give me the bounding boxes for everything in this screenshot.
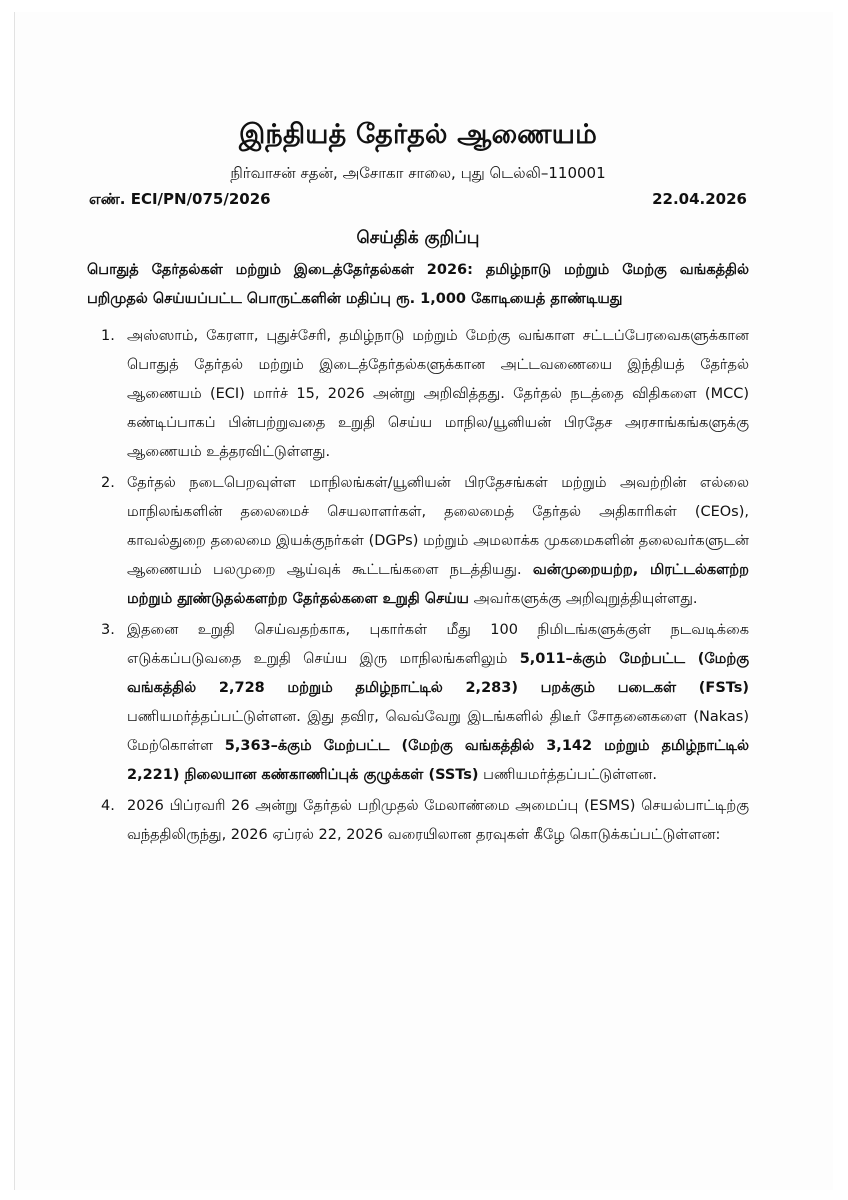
point-number: 3. bbox=[101, 622, 115, 638]
point-text: 2026 பிப்ரவரி 26 அன்று தேர்தல் பறிமுதல் மேலாண்மை அமைப்பு (ESMS) செயல்பாட்டிற்கு வந்ததிலிருந்து, 2026 ஏப்ரல் 22, 2026 வரையிலான தரவுகள் கீழே கொடுக்கப்பட்டுள்ளன: bbox=[127, 798, 749, 843]
reference-line bbox=[87, 188, 749, 210]
point-number: 2. bbox=[101, 475, 115, 491]
list-item bbox=[87, 469, 749, 614]
organization-address: நிர்வாசன் சதன், அசோகா சாலை, புது டெல்லி–110001 bbox=[230, 164, 606, 182]
point-text: பணியமர்த்தப்பட்டுள்ளன. bbox=[478, 767, 657, 783]
press-note-subject: பொதுத் தேர்தல்கள் மற்றும் இடைத்தேர்தல்கள் 2026: தமிழ்நாடு மற்றும் மேற்கு வங்கத்தில் பறிமுதல் செய்யப்பட்ட பொருட்களின் மதிப்பு ரூ. 1,000 கோடியைத் தாண்டியது bbox=[87, 262, 749, 307]
press-note-title: செய்திக் குறிப்பு bbox=[356, 228, 480, 248]
document-date: 22.04.2026 bbox=[652, 190, 747, 208]
point-text-bold: 5,363–க்கும் மேற்பட்ட (மேற்கு வங்கத்தில் 3,142 மற்றும் தமிழ்நாட்டில் 2,221) நிலையான கண்காணிப்புக் குழுக்கள் (SSTs) bbox=[127, 738, 749, 783]
point-text-bold: வன்முறையற்ற, மிரட்டல்களற்ற மற்றும் தூண்டுதல்களற்ற தேர்தல்களை உறுதி செய்ய bbox=[127, 562, 749, 607]
point-text: இதனை உறுதி செய்வதற்காக, புகார்கள் மீது 100 நிமிடங்களுக்குள் நடவடிக்கை எடுக்கப்படுவதை உறுதி செய்ய இரு மாநிலங்களிலும் bbox=[127, 622, 749, 667]
list-item bbox=[87, 322, 749, 467]
point-text: தேர்தல் நடைபெறவுள்ள மாநிலங்கள்/யூனியன் பிரதேசங்கள் மற்றும் அவற்றின் எல்லை மாநிலங்களின் தலைமைச் செயலாளர்கள், தலைமைத் தேர்தல் அதிகாரிகள் (CEOs), காவல்துறை தலைமை இயக்குநர்கள் (DGPs) மற்றும் அமலாக்க முகமைகளின் தலைவர்களுடன் ஆணையம் பலமுறை ஆய்வுக் கூட்டங்களை நடத்தியது. bbox=[127, 475, 749, 578]
organization-title: இந்தியத் தேர்தல் ஆணையம் bbox=[238, 119, 598, 150]
document-page bbox=[14, 12, 833, 1190]
point-text: அஸ்ஸாம், கேரளா, புதுச்சேரி, தமிழ்நாடு மற்றும் மேற்கு வங்காள சட்டப்பேரவைகளுக்கான பொதுத் தேர்தல் மற்றும் இடைத்தேர்தல்களுக்கான அட்டவணையை இந்தியத் தேர்தல் ஆணையம் (ECI) மார்ச் 15, 2026 அன்று அறிவித்தது. தேர்தல் நடத்தை விதிகளை (MCC) கண்டிப்பாகப் பின்பற்றுவதை உறுதி செய்ய மாநில/யூனியன் பிரதேச அரசாங்கங்களுக்கு ஆணையம் உத்தரவிட்டுள்ளது. bbox=[127, 328, 749, 460]
point-text: அவர்களுக்கு அறிவுறுத்தியுள்ளது. bbox=[468, 591, 698, 607]
document-content bbox=[87, 118, 749, 852]
points-list bbox=[87, 322, 749, 850]
list-item bbox=[87, 616, 749, 790]
point-text: பணியமர்த்தப்பட்டுள்ளன. இது தவிர, வெவ்வேறு இடங்களில் திடீர் சோதனைகளை (Nakas) மேற்கொள்ள bbox=[127, 709, 749, 754]
reference-number: எண். ECI/PN/075/2026 bbox=[89, 190, 271, 208]
point-number: 4. bbox=[101, 798, 115, 814]
point-text-bold: 5,011–க்கும் மேற்பட்ட (மேற்கு வங்கத்தில் 2,728 மற்றும் தமிழ்நாட்டில் 2,283) பறக்கும் படைகள் (FSTs) bbox=[127, 651, 749, 696]
list-item bbox=[87, 792, 749, 850]
point-number: 1. bbox=[101, 328, 115, 344]
